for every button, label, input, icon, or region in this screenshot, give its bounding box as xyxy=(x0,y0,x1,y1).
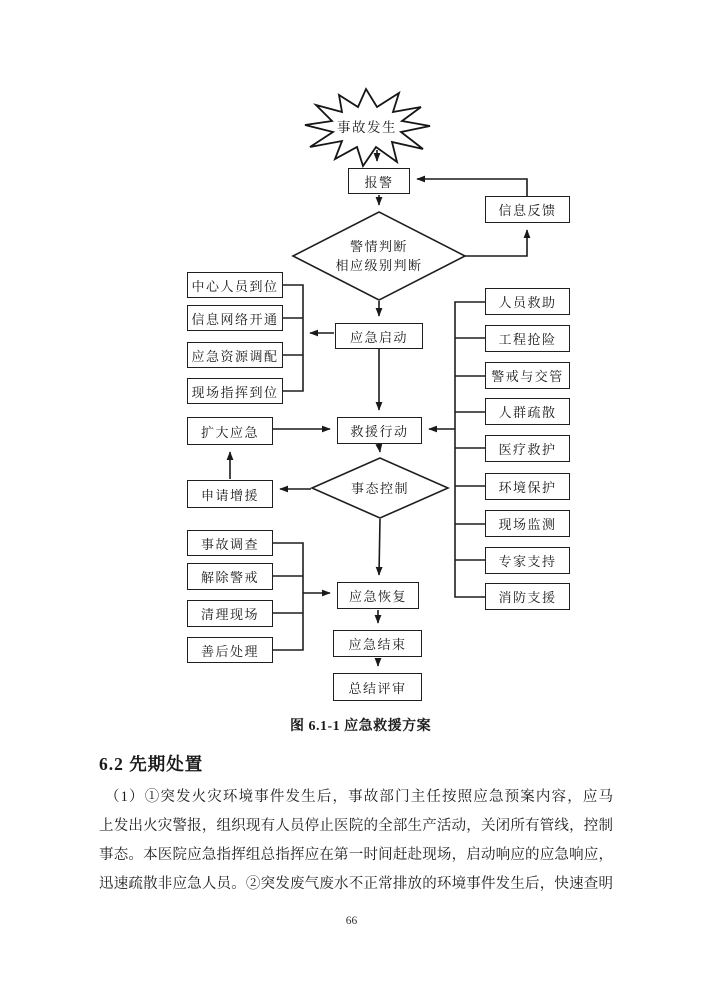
box-rescue-action: 救援行动 xyxy=(337,417,422,444)
decision-alert-judgment-label xyxy=(293,233,465,279)
box-expert-support: 专家支持 xyxy=(485,547,570,574)
page-number: 66 xyxy=(345,915,358,927)
paragraph-line: 事态。本医院应急指挥组总指挥应在第一时间赶赴现场，启动响应的应急响应， xyxy=(99,847,613,863)
body-paragraph xyxy=(99,783,613,899)
box-site-monitoring: 现场监测 xyxy=(485,510,570,537)
box-expand-emergency: 扩大应急 xyxy=(187,417,273,445)
box-info-network-open: 信息网络开通 xyxy=(187,305,283,331)
box-medical-care: 医疗救护 xyxy=(485,435,570,462)
box-request-reinforcement: 申请增援 xyxy=(187,480,273,508)
box-emergency-launch: 应急启动 xyxy=(335,323,423,349)
box-emergency-end: 应急结束 xyxy=(333,630,422,657)
box-center-staff-in-place: 中心人员到位 xyxy=(187,272,283,298)
starburst-accident-label: 事故发生 xyxy=(337,119,397,135)
decision-situation-control-label: 事态控制 xyxy=(350,480,409,496)
box-resource-allocation: 应急资源调配 xyxy=(187,342,283,368)
box-site-cleanup: 清理现场 xyxy=(187,600,273,627)
box-engineering-rescue: 工程抢险 xyxy=(485,325,570,352)
paragraph-line: （1）①突发火灾环境事件发生后，事故部门主任按照应急预案内容，应马 xyxy=(105,789,613,805)
box-aftermath-handling: 善后处理 xyxy=(187,637,273,663)
box-emergency-recovery: 应急恢复 xyxy=(337,582,419,609)
decision-alert-judgment-line2: 相应级别判断 xyxy=(335,258,423,273)
paragraph-line: 迅速疏散非应急人员。②突发废气废水不正常排放的环境事件发生后，快速查明 xyxy=(99,876,613,892)
box-report-alarm: 报警 xyxy=(348,168,410,194)
box-accident-investigation: 事故调查 xyxy=(187,530,273,556)
box-lift-cordon: 解除警戒 xyxy=(187,563,273,590)
box-crowd-evacuation: 人群疏散 xyxy=(485,398,570,425)
box-environment-protection: 环境保护 xyxy=(485,473,570,500)
box-cordon-traffic-control: 警戒与交管 xyxy=(485,362,570,389)
section-heading: 6.2 先期处置 xyxy=(99,754,204,774)
figure-caption: 图 6.1-1 应急救援方案 xyxy=(290,719,432,734)
box-fire-support: 消防支援 xyxy=(485,583,570,610)
box-summary-review: 总结评审 xyxy=(333,673,422,701)
box-info-feedback: 信息反馈 xyxy=(485,196,570,223)
paragraph-line: 上发出火灾警报，组织现有人员停止医院的全部生产活动，关闭所有管线，控制 xyxy=(99,818,613,834)
decision-alert-judgment-line1: 警情判断 xyxy=(349,239,408,254)
box-site-command-in-place: 现场指挥到位 xyxy=(187,378,283,404)
box-personnel-rescue: 人员救助 xyxy=(485,288,570,315)
